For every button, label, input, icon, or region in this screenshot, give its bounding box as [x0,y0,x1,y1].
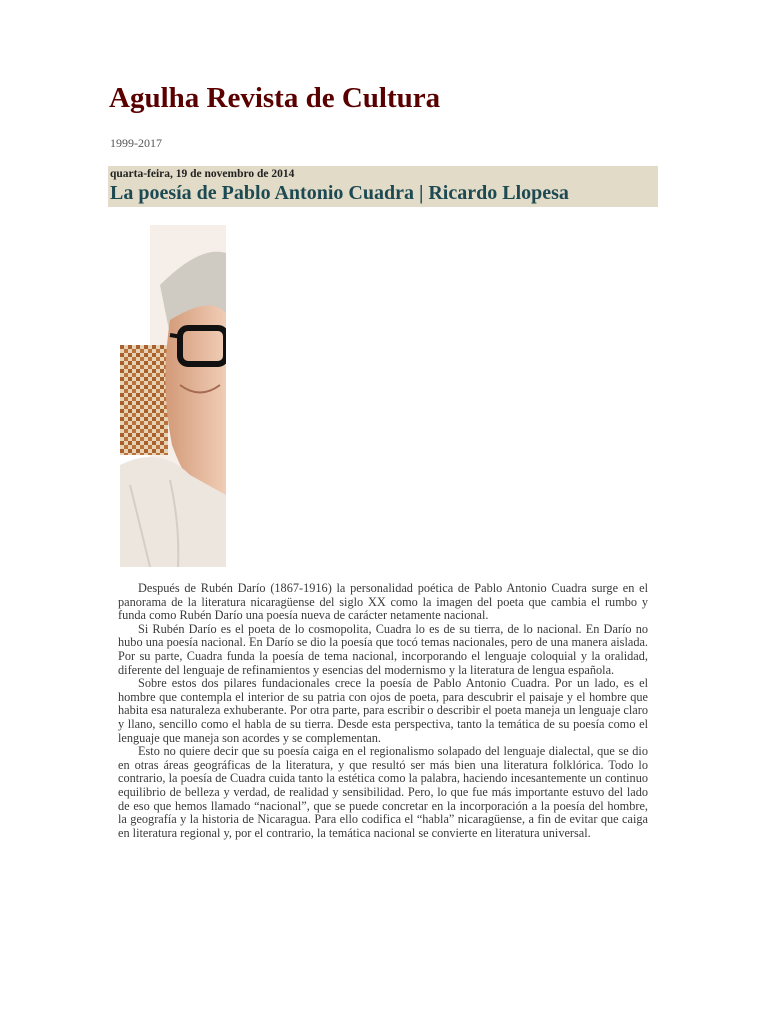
article-body [118,582,648,840]
blog-subtitle: 1999-2017 [110,136,162,150]
article-paragraph: Esto no quiere decir que su poesía caiga en el regionalismo solapado del lenguaje dialectal, que se dio en otras áreas geográficas de la literatura, y que resultó ser más bien una literatura folklórica. Todo lo contrario, la poesía de Cuadra cuida tanto la estética como la palabra, haciendo incesantemente un continuo equilibrio de belleza y verdad, de realidad y sensibilidad. Pero, lo que fue más importante estuvo del lado de eso que hemos llamado “nacional”, que se puede concretar en la incorporación a la poesía del hombre, la geografía y la historia de Nicaragua. Para ello codifica el “habla” nicaragüense, a fin de evitar que caiga en literatura regional y, por el contrario, la temática nacional se convierte en literatura universal. [118,744,648,840]
post-header [108,166,658,207]
article-paragraph: Si Rubén Darío es el poeta de lo cosmopolita, Cuadra lo es de su tierra, de lo nacional. En Darío no hubo una poesía nacional. En Darío se dio la poesía que tocó temas nacionales, pero de una manera aislada. Por su parte, Cuadra funda la poesía de tema nacional, incorporando el lenguaje coloquial y la oralidad, diferente del lenguaje de refinamientos y esencias del modernismo y la literatura de lengua española. [118,621,648,677]
author-photo [120,225,226,567]
article-paragraph: Sobre estos dos pilares fundacionales crece la poesía de Pablo Antonio Cuadra. Por un lado, es el hombre que contempla el interior de su patria con ojos de poeta, para descubrir el paisaje y el hombre que habita esa naturaleza exhuberante. Por otra parte, para escribir o describir el poeta maneja un lenguaje claro y llano, sencillo como el habla de su tierra. Desde esta perspectiva, tanto la temática de su poesía como el lenguaje que maneja son acordes y se complementan. [118,676,648,745]
article-paragraph: Después de Rubén Darío (1867-1916) la personalidad poética de Pablo Antonio Cuadra surge en el panorama de la literatura nicaragüense del siglo XX como la imagen del poeta que cambia el rumbo y funda como Rubén Darío una poesía nueva de carácter netamente nacional. [118,581,648,623]
post-title[interactable]: La poesía de Pablo Antonio Cuadra | Ricardo Llopesa [110,182,569,204]
blog-title[interactable]: Agulha Revista de Cultura [109,82,441,114]
post-date: quarta-feira, 19 de novembro de 2014 [110,168,295,180]
